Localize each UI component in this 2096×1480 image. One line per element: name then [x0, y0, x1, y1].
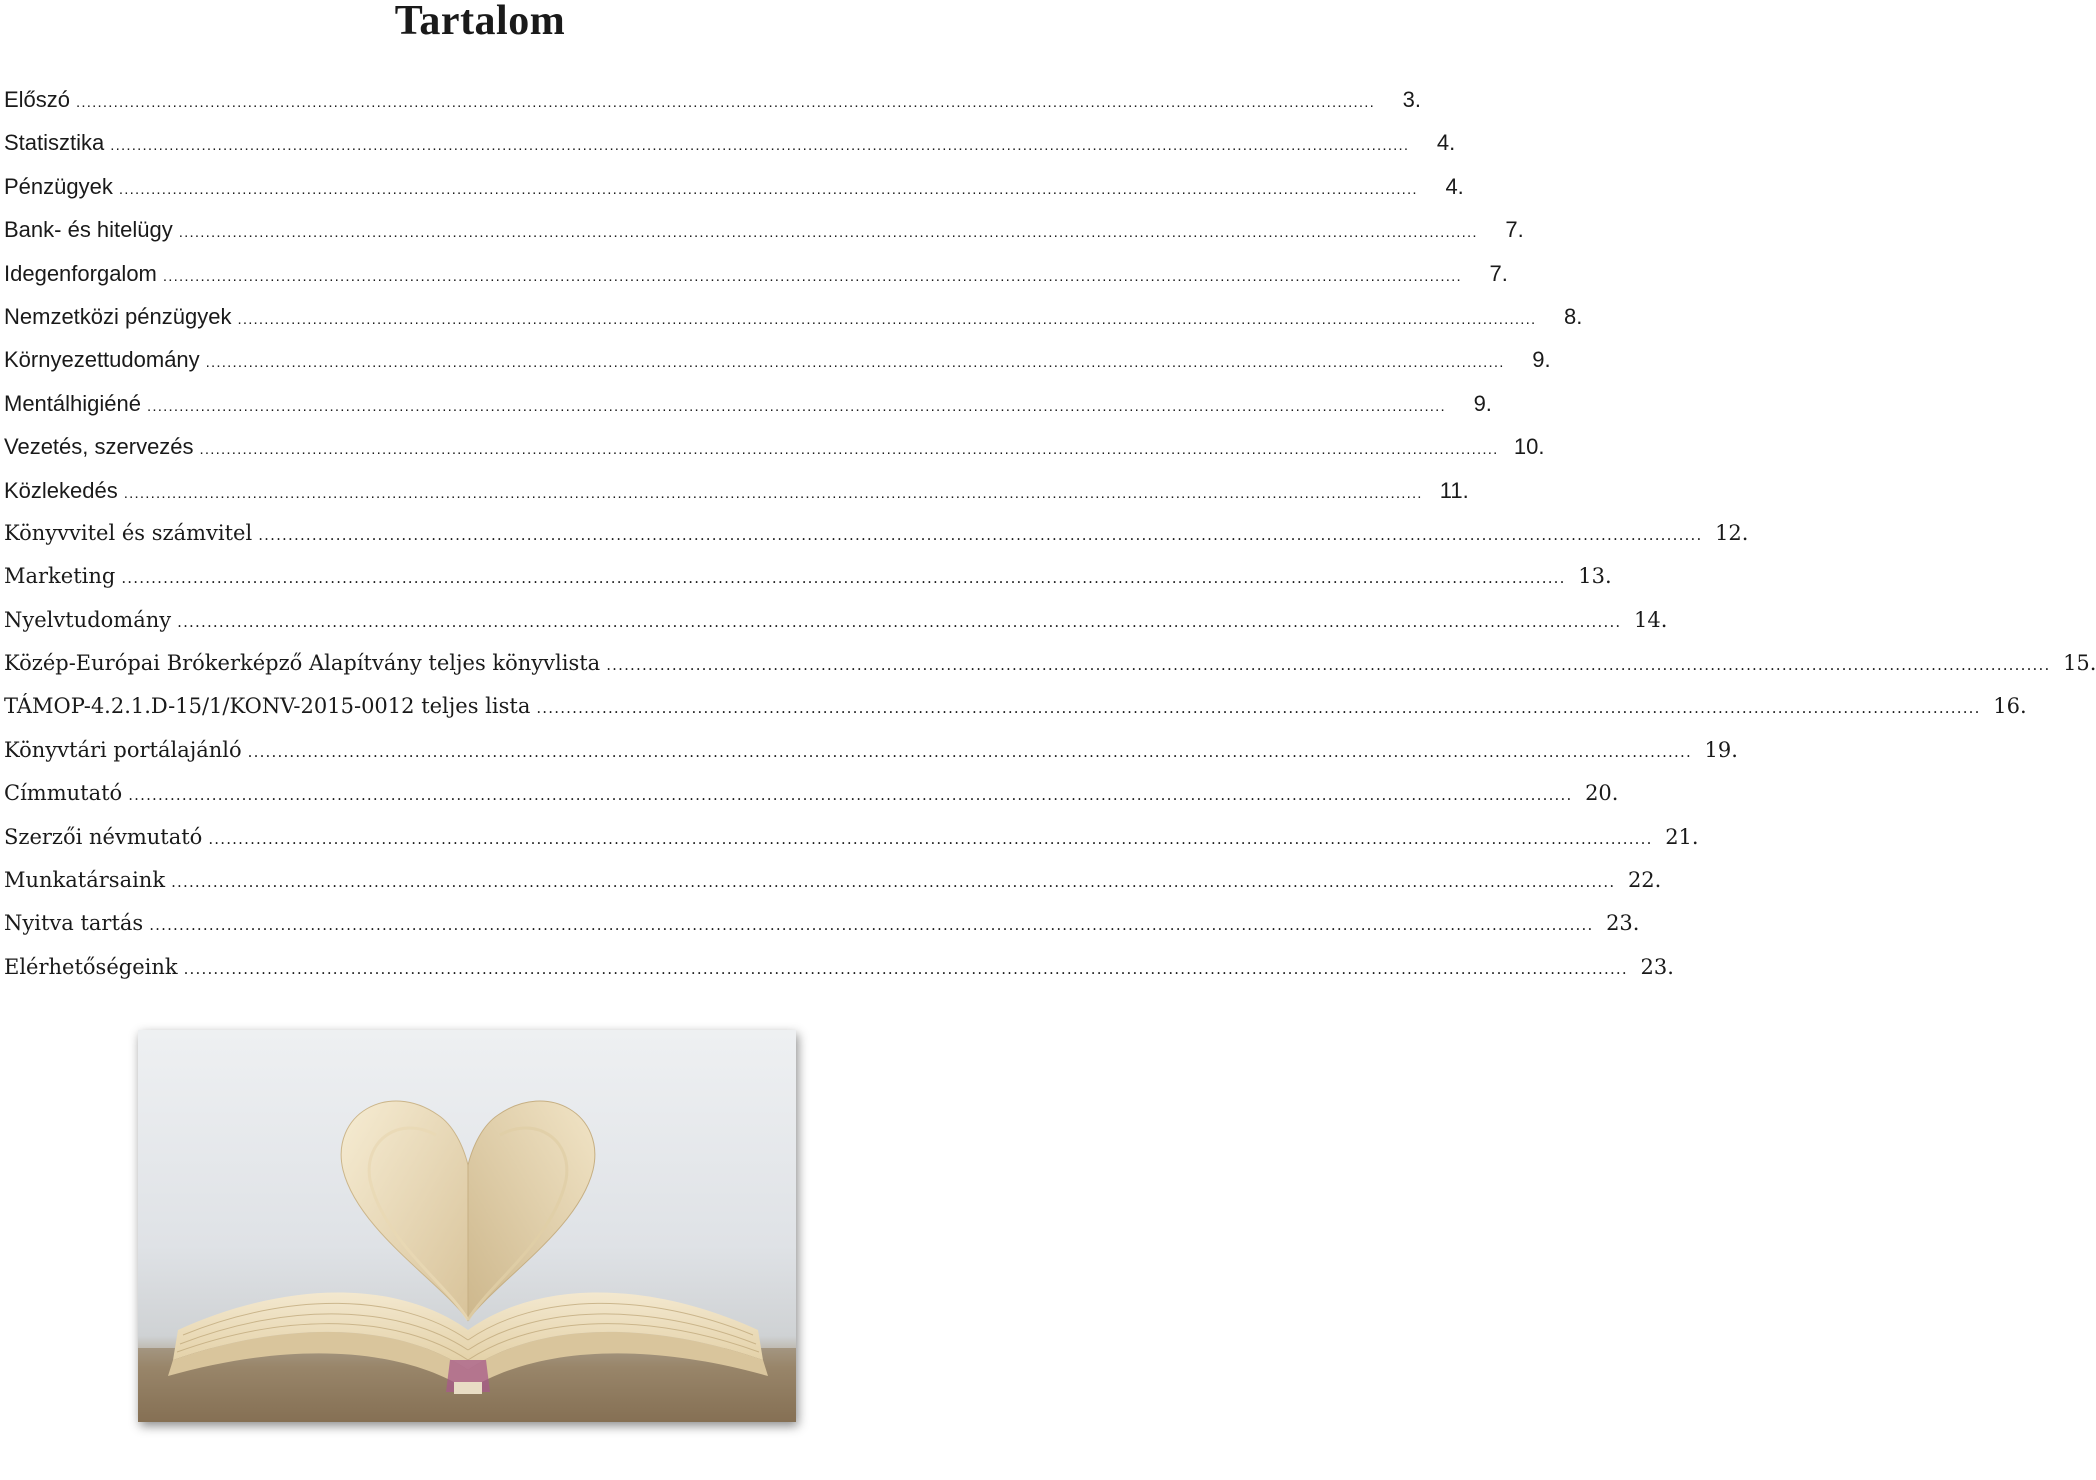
toc-leader — [184, 948, 1628, 991]
toc-entry-label: Közép-Európai Brókerképző Alapítvány teljes könyvlista — [4, 651, 601, 676]
toc-entry-page: 21. — [1665, 824, 1699, 849]
toc-entry[interactable] — [4, 208, 1524, 251]
toc-entry[interactable] — [4, 946, 1674, 989]
toc-entry[interactable] — [4, 772, 1619, 815]
toc-entry-page: 9. — [1532, 347, 1551, 373]
toc-entry-page: 13. — [1578, 564, 1612, 589]
toc-entry-label: Címmutató — [4, 781, 123, 806]
toc-leader — [149, 904, 1593, 947]
toc-leader — [171, 861, 1615, 904]
table-of-contents — [4, 78, 2096, 989]
toc-entry-page: 11. — [1439, 477, 1469, 503]
toc-leader — [147, 385, 1446, 428]
open-book-heart-photo — [138, 1030, 796, 1422]
toc-leader — [76, 81, 1375, 124]
toc-leader — [237, 298, 1536, 341]
toc-entry-label: Pénzügyek — [4, 173, 113, 199]
toc-entry-label: Könyvtári portálajánló — [4, 737, 242, 762]
toc-leader — [110, 124, 1409, 167]
toc-entry[interactable] — [4, 859, 1662, 902]
toc-entry[interactable] — [4, 555, 1612, 598]
toc-entry[interactable] — [4, 338, 1551, 381]
toc-entry-page: 20. — [1585, 781, 1619, 806]
toc-entry-page: 9. — [1473, 390, 1492, 416]
toc-entry-page: 12. — [1715, 520, 1749, 545]
toc-entry-page: 23. — [1606, 911, 1640, 936]
toc-leader — [179, 211, 1478, 254]
toc-leader — [248, 731, 1692, 774]
toc-leader — [200, 428, 1499, 471]
toc-entry-page: 8. — [1564, 303, 1583, 329]
toc-entry-page: 15. — [2063, 651, 2096, 676]
toc-entry[interactable] — [4, 252, 1508, 295]
toc-entry-label: Munkatársaink — [4, 868, 166, 893]
toc-entry[interactable] — [4, 642, 2096, 685]
toc-entry[interactable] — [4, 902, 1640, 945]
toc-entry-label: Környezettudomány — [4, 347, 200, 373]
open-book-heart-icon — [138, 1030, 796, 1422]
toc-entry-label: Nyitva tartás — [4, 911, 144, 936]
toc-entry-page: 19. — [1704, 737, 1738, 762]
toc-leader — [208, 818, 1652, 861]
toc-entry-label: Vezetés, szervezés — [4, 434, 194, 460]
toc-entry-page: 7. — [1489, 260, 1508, 286]
toc-entry-label: Marketing — [4, 564, 116, 589]
toc-leader — [206, 341, 1505, 384]
toc-leader — [606, 644, 2050, 687]
toc-entry-page: 14. — [1634, 607, 1668, 632]
toc-entry-label: Elérhetőségeink — [4, 954, 178, 979]
toc-entry[interactable] — [4, 469, 1469, 512]
toc-leader — [128, 774, 1572, 817]
toc-entry-page: 22. — [1627, 868, 1662, 893]
toc-entry-label: Könyvvitel és számvitel — [4, 520, 253, 545]
toc-entry[interactable] — [4, 78, 1421, 121]
toc-entry[interactable] — [4, 816, 1699, 859]
toc-entry-page: 16. — [1993, 694, 2027, 719]
toc-entry-label: Előszó — [4, 87, 71, 112]
toc-entry-label: Nemzetközi pénzügyek — [4, 303, 232, 329]
toc-entry-label: TÁMOP-4.2.1.D-15/1/KONV-2015-0012 teljes lista — [4, 694, 531, 719]
toc-leader — [536, 687, 1980, 730]
toc-entry[interactable] — [4, 512, 1749, 555]
toc-entry[interactable] — [4, 729, 1738, 772]
toc-entry[interactable] — [4, 121, 1456, 164]
toc-leader — [163, 255, 1462, 298]
toc-entry-page: 23. — [1640, 954, 1674, 979]
toc-entry-label: Mentálhigiéné — [4, 390, 141, 416]
toc-leader — [119, 168, 1418, 211]
toc-entry[interactable] — [4, 685, 2027, 728]
toc-entry[interactable] — [4, 425, 1545, 468]
toc-entry-page: 4. — [1436, 130, 1456, 156]
toc-leader — [124, 472, 1423, 515]
toc-entry-label: Nyelvtudomány — [4, 607, 172, 632]
toc-leader — [177, 601, 1621, 644]
toc-entry-page: 4. — [1445, 173, 1464, 199]
toc-entry[interactable] — [4, 165, 1464, 208]
toc-entry[interactable] — [4, 599, 1668, 642]
toc-entry-page: 10. — [1513, 434, 1545, 460]
toc-leader — [258, 514, 1702, 557]
toc-entry[interactable] — [4, 382, 1492, 425]
toc-entry-page: 7. — [1505, 217, 1524, 243]
toc-entry-label: Közlekedés — [4, 477, 118, 503]
toc-entry-page: 3. — [1402, 87, 1421, 112]
toc-entry-label: Szerzői névmutató — [4, 824, 203, 849]
toc-leader — [121, 557, 1565, 600]
page-title: Tartalom — [394, 0, 566, 44]
toc-entry[interactable] — [4, 295, 1583, 338]
toc-entry-label: Idegenforgalom — [4, 260, 157, 286]
toc-entry-label: Bank- és hitelügy — [4, 217, 173, 243]
toc-entry-label: Statisztika — [4, 130, 105, 156]
